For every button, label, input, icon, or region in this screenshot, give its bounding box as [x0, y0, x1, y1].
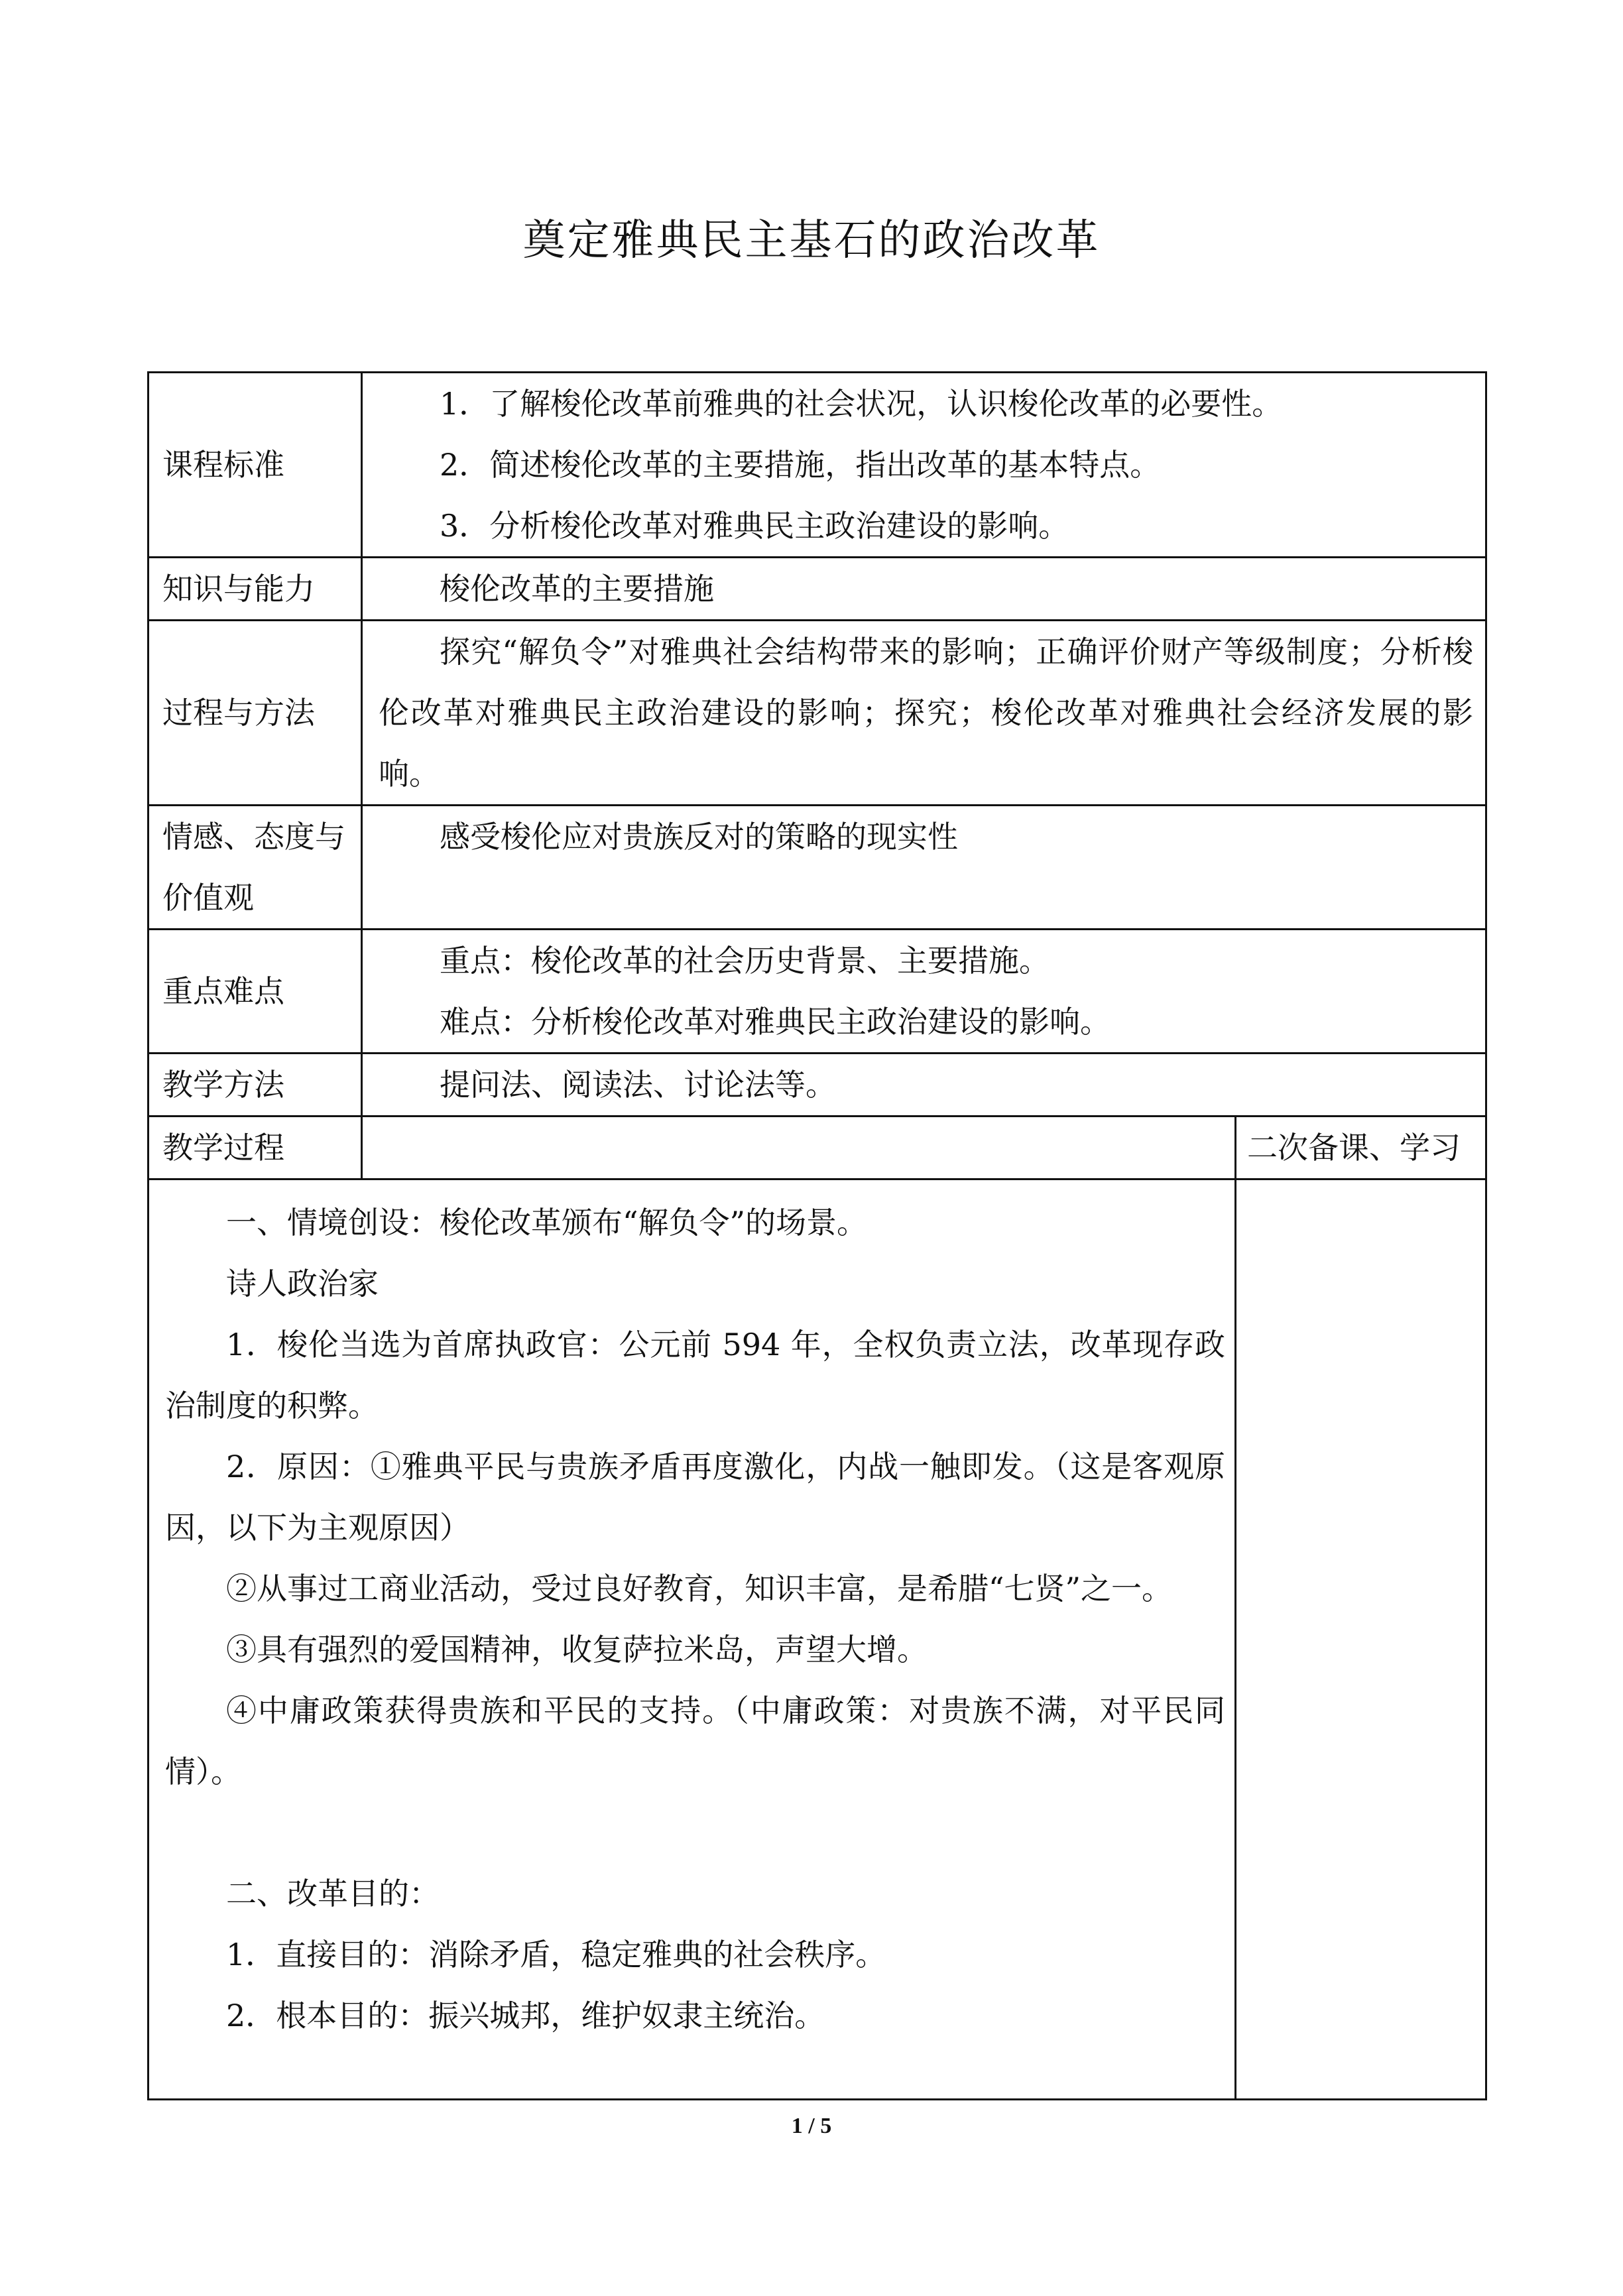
standards-item-1: 1．了解梭伦改革前雅典的社会状况，认识梭伦改革的必要性。	[440, 386, 1283, 422]
table-row-process	[149, 621, 1486, 806]
page-number: 1 / 5	[791, 2114, 832, 2138]
standards-label: 课程标准	[149, 373, 362, 558]
emotion-label	[149, 806, 362, 930]
body-paragraph-7: ④中庸政策获得贵族和平民的支持。（中庸政策：对贵族不满，对平民同情）。	[165, 1693, 1225, 1789]
knowledge-label: 知识与能力	[149, 558, 362, 621]
body-paragraph-1: 一、情境创设：梭伦改革颁布“解负令”的场景。	[226, 1205, 868, 1240]
body-paragraph-6: ③具有强烈的爱国精神，收复萨拉米岛，声望大增。	[226, 1632, 928, 1667]
body-paragraph-5: ②从事过工商业活动，受过良好教育，知识丰富，是希腊“七贤”之一。	[226, 1571, 1173, 1606]
emotion-label-line-1: 情感、态度与	[162, 819, 345, 855]
table-row-body	[149, 1179, 1486, 2100]
knowledge-content	[362, 558, 1486, 621]
teaching-process-label: 教学过程	[149, 1117, 362, 1179]
table-row-knowledge	[149, 558, 1486, 621]
table-row-standards	[149, 373, 1486, 558]
key-points-label: 重点难点	[149, 930, 362, 1054]
methods-content	[362, 1054, 1486, 1117]
process-content	[362, 621, 1486, 806]
process-label: 过程与方法	[149, 621, 362, 806]
body-spacer	[165, 1802, 1225, 1863]
body-paragraph-8: 二、改革目的：	[226, 1876, 440, 1911]
body-paragraph-4: 2．原因：①雅典平民与贵族矛盾再度激化，内战一触即发。（这是客观原因，以下为主观原因）	[165, 1449, 1225, 1545]
key-point-2: 难点：分析梭伦改革对雅典民主政治建设的影响。	[440, 1004, 1111, 1040]
teaching-process-body	[149, 1179, 1236, 2100]
table-row-emotion	[149, 806, 1486, 930]
page-title: 奠定雅典民主基石的政治改革	[522, 216, 1101, 265]
emotion-text: 感受梭伦应对贵族反对的策略的现实性	[440, 819, 958, 855]
second-prep-label: 二次备课、学习	[1236, 1117, 1486, 1179]
table-row-teaching-process	[149, 1117, 1486, 1179]
standards-content	[362, 373, 1486, 558]
teaching-process-empty-cell	[362, 1117, 1236, 1179]
emotion-content	[362, 806, 1486, 930]
key-points-content	[362, 930, 1486, 1054]
process-text: 探究“解负令”对雅典社会结构带来的影响；正确评价财产等级制度；分析梭伦改革对雅典民主政治建设的影响；探究；梭伦改革对雅典社会经济发展的影响。	[379, 634, 1473, 792]
table-row-key-points	[149, 930, 1486, 1054]
standards-item-3: 3．分析梭伦改革对雅典民主政治建设的影响。	[440, 508, 1069, 544]
body-paragraph-10: 2．根本目的：振兴城邦，维护奴隶主统治。	[226, 1998, 825, 2033]
methods-text: 提问法、阅读法、讨论法等。	[440, 1067, 836, 1103]
key-point-1: 重点：梭伦改革的社会历史背景、主要措施。	[440, 943, 1050, 979]
standards-item-2: 2．简述梭伦改革的主要措施，指出改革的基本特点。	[440, 447, 1161, 483]
methods-label: 教学方法	[149, 1054, 362, 1117]
lesson-plan-table	[147, 371, 1487, 2100]
emotion-label-line-2: 价值观	[162, 880, 254, 916]
second-prep-notes-cell	[1236, 1179, 1486, 2100]
body-paragraph-3: 1．梭伦当选为首席执政官：公元前 594 年，全权负责立法，改革现存政治制度的积弊。	[165, 1327, 1225, 1423]
body-paragraph-9: 1．直接目的：消除矛盾，稳定雅典的社会秩序。	[226, 1937, 886, 1972]
knowledge-text: 梭伦改革的主要措施	[440, 571, 714, 607]
body-paragraph-2: 诗人政治家	[226, 1266, 379, 1301]
table-row-methods	[149, 1054, 1486, 1117]
